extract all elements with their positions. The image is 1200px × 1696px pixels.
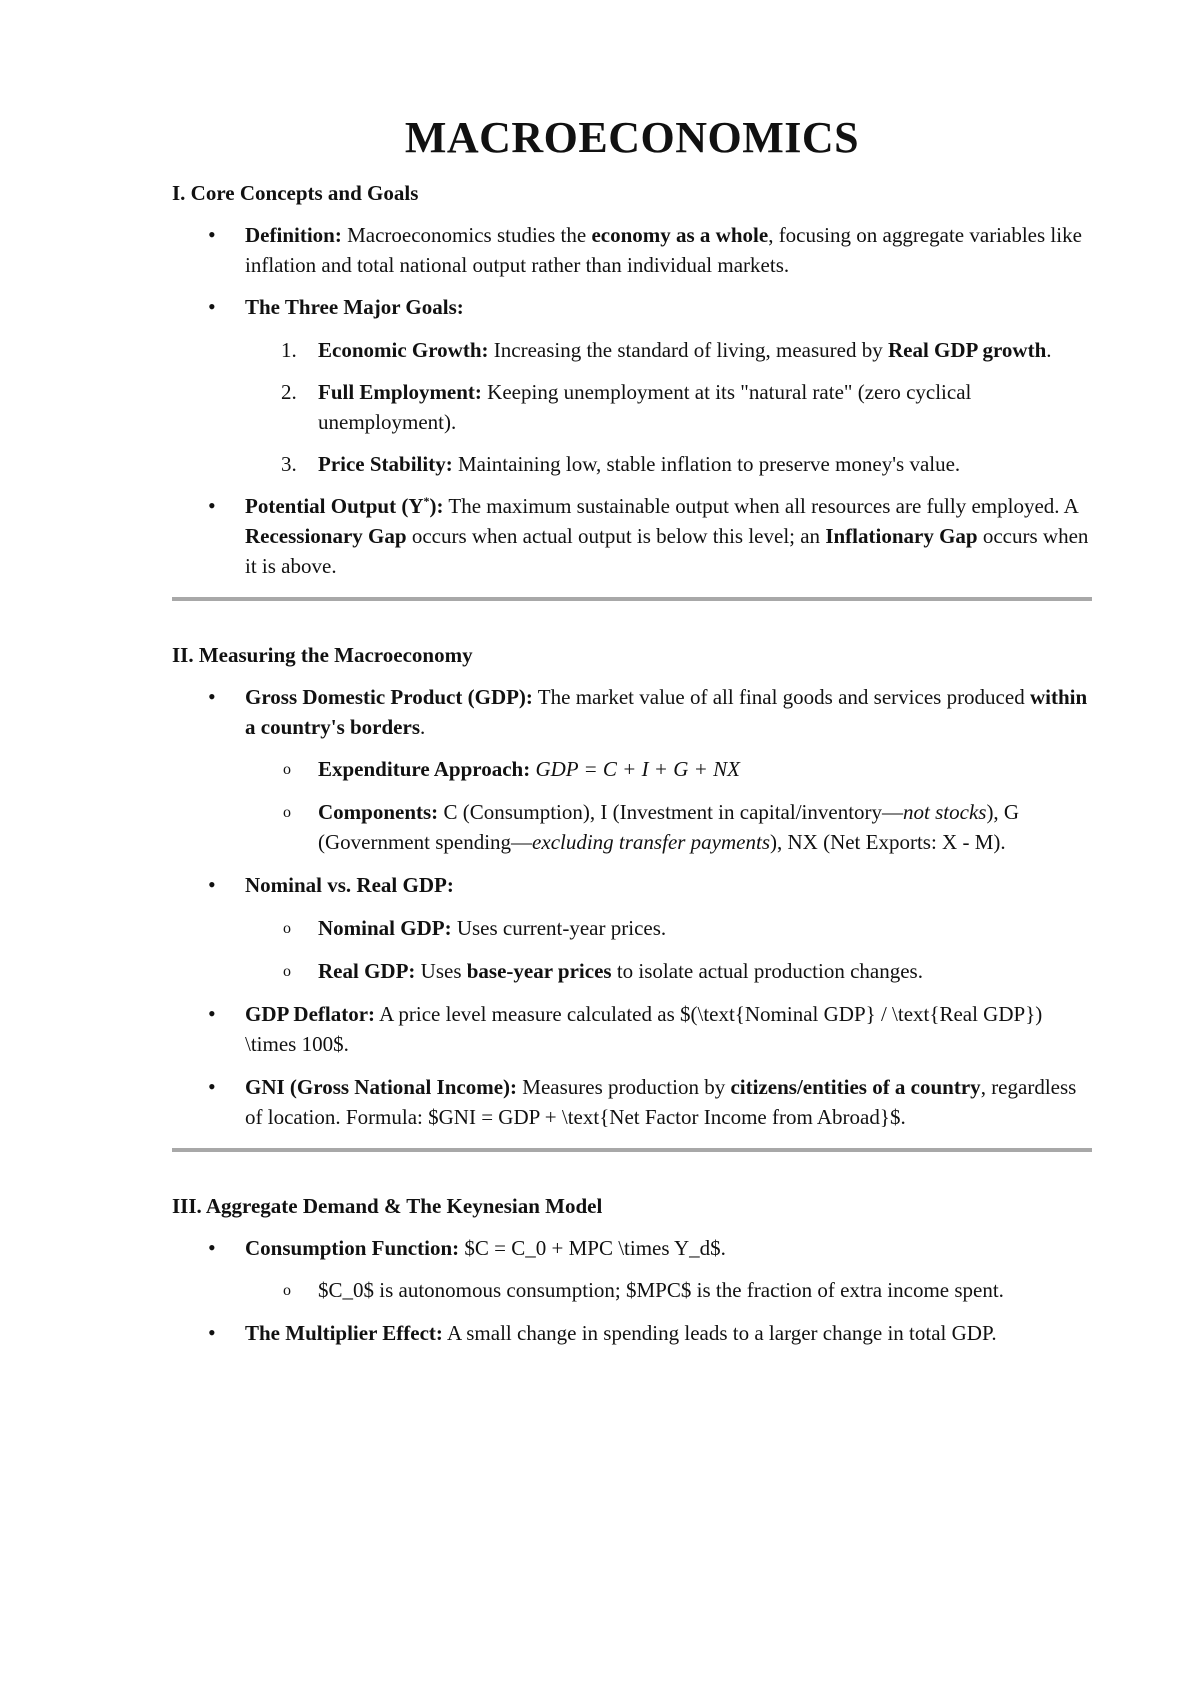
list-item-major-goals <box>172 292 1092 479</box>
goal-text: Keeping unemployment at its "natural rate" (zero cyclical unemployment). <box>318 380 972 434</box>
gni-label: GNI (Gross National Income): <box>245 1075 518 1099</box>
expenditure-formula: GDP = C + I + G + NX <box>535 757 740 781</box>
deflator-label: GDP Deflator: <box>245 1002 376 1026</box>
nominal-text: Uses current-year prices. <box>451 916 667 940</box>
components-text-mid: ), G (Government spending— <box>318 800 1020 854</box>
components-text: C (Consumption), I (Investment in capital/inventory— <box>438 800 904 824</box>
goal-text: Maintaining low, stable inflation to preserve money's value. <box>452 452 961 476</box>
goal-emphasis: Real GDP growth <box>887 338 1047 362</box>
definition-text-end: , focusing on aggregate variables like inflation and total national output rather than individual markets. <box>245 223 1082 277</box>
section-heading-measuring: II. Measuring the Macroeconomy <box>172 643 473 667</box>
list-item-consumption-function <box>172 1233 1092 1305</box>
goal-number: 3. <box>281 452 297 476</box>
section-heading-core-concepts: I. Core Concepts and Goals <box>172 181 419 205</box>
gdp-text: The market value of all final goods and services produced <box>532 685 1030 709</box>
potential-output-text: The maximum sustainable output when all resources are fully employed. A <box>443 494 1078 518</box>
potential-output-sup: * <box>423 494 430 508</box>
section-heading-aggregate-demand: III. Aggregate Demand & The Keynesian Model <box>172 1194 603 1218</box>
gdp-label: Gross Domestic Product (GDP): <box>245 685 533 709</box>
gdp-sublist <box>172 754 1092 857</box>
deflator-text: A price level measure calculated as $(\text{Nominal GDP} / \text{Real GDP}) \times 100$. <box>245 1002 1043 1056</box>
list-item-nominal-vs-real <box>172 870 1092 986</box>
major-goals-label: The Three Major Goals: <box>245 295 464 319</box>
recessionary-gap-term: Recessionary Gap <box>245 524 407 548</box>
potential-output-label-end: ): <box>429 494 444 518</box>
goal-label: Economic Growth: <box>318 338 489 362</box>
definition-text: Macroeconomics studies the <box>341 223 592 247</box>
consumption-function-label: Consumption Function: <box>245 1236 460 1260</box>
real-text: Uses <box>415 959 467 983</box>
potential-output-text-mid: occurs when actual output is below this level; an <box>406 524 826 548</box>
core-concepts-list <box>172 220 1092 581</box>
gni-emphasis: citizens/entities of a country <box>730 1075 981 1099</box>
list-item-multiplier <box>172 1318 1092 1348</box>
document-title: MACROECONOMICS <box>404 113 860 162</box>
inflationary-gap-term: Inflationary Gap <box>825 524 978 548</box>
goal-text: Increasing the standard of living, measured by <box>488 338 888 362</box>
sub-item-consumption-detail: o $C_0$ is autonomous consumption; $MPC$ is the fraction of extra income spent. <box>245 1275 1092 1305</box>
components-italic: not stocks <box>903 800 987 824</box>
potential-output-text-end: occurs when it is above. <box>245 524 1089 578</box>
potential-output-label <box>245 494 444 518</box>
measuring-list <box>172 682 1092 1132</box>
sub-item-nominal <box>245 913 1092 943</box>
gni-text: Measures production by <box>517 1075 731 1099</box>
goal-text-end: . <box>1046 338 1052 362</box>
section-divider <box>172 1148 1092 1152</box>
sub-item-real <box>245 956 1092 986</box>
sub-item-expenditure <box>245 754 1092 784</box>
real-label: Real GDP: <box>318 959 416 983</box>
section-divider <box>172 597 1092 601</box>
consumption-function-text: $C = C_0 + MPC \times Y_d$. <box>459 1236 726 1260</box>
components-text-end: ), NX (Net Exports: X - M). <box>770 830 1006 854</box>
consumption-sublist <box>172 1275 1092 1305</box>
goal-item-employment <box>245 377 1092 437</box>
expenditure-label: Expenditure Approach: <box>318 757 531 781</box>
nominal-label: Nominal GDP: <box>318 916 452 940</box>
goal-item-price-stability <box>245 449 1092 479</box>
list-item-deflator <box>172 999 1092 1059</box>
goal-label: Full Employment: <box>318 380 482 404</box>
real-text-end: to isolate actual production changes. <box>611 959 923 983</box>
list-item-gdp <box>172 682 1092 857</box>
major-goals-list <box>172 335 1092 479</box>
goal-label: Price Stability: <box>318 452 453 476</box>
goal-item-growth <box>245 335 1092 365</box>
potential-output-label-text: Potential Output (Y <box>245 494 424 518</box>
goal-number: 1. <box>281 338 297 362</box>
multiplier-text: A small change in spending leads to a larger change in total GDP. <box>442 1321 997 1345</box>
real-emphasis: base-year prices <box>466 959 612 983</box>
gdp-emphasis: within a country's borders <box>245 685 1088 739</box>
document-page <box>172 110 1092 1348</box>
sub-item-components <box>245 797 1092 857</box>
multiplier-label: The Multiplier Effect: <box>245 1321 443 1345</box>
aggregate-demand-list <box>172 1233 1092 1348</box>
list-item-definition <box>172 220 1092 280</box>
goal-number: 2. <box>281 380 297 404</box>
nominal-vs-real-sublist <box>172 913 1092 986</box>
gdp-text-end: . <box>420 715 426 739</box>
gni-text-end: , regardless of location. Formula: $GNI = GDP + \text{Net Factor Income from Abroad}$. <box>245 1075 1077 1129</box>
nominal-vs-real-label: Nominal vs. Real GDP: <box>245 873 454 897</box>
components-label: Components: <box>318 800 439 824</box>
definition-emphasis: economy as a whole <box>591 223 769 247</box>
definition-label: Definition: <box>245 223 342 247</box>
list-item-potential-output <box>172 491 1092 581</box>
components-italic-2: excluding transfer payments <box>532 830 770 854</box>
list-item-gni <box>172 1072 1092 1132</box>
